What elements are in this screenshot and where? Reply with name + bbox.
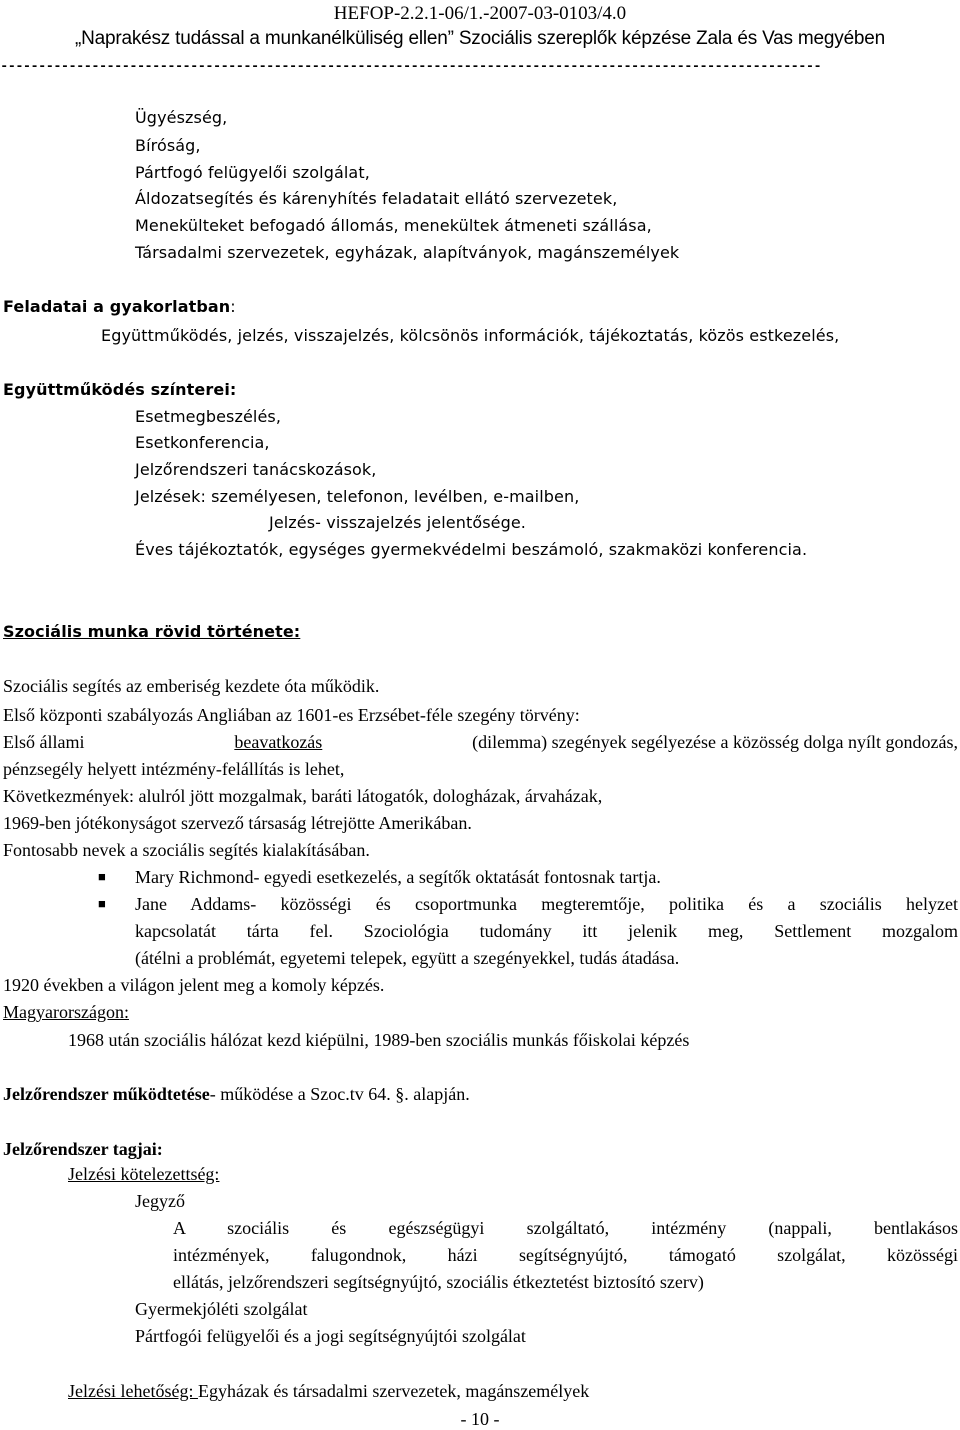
list-item: Pártfogó felügyelői szolgálat, — [135, 163, 370, 182]
bullet-item-addams-line1: Jane Addams- közösségi és csoportmunka megteremtője, politika és a szociális helyzet — [135, 894, 958, 914]
tortenet-p4: Következmények: alulról jött mozgalmak, baráti látogatók, dologházak, árvaházak, — [3, 786, 603, 806]
list-item: Bíróság, — [135, 136, 201, 155]
tag-gyermekjoleti: Gyermekjóléti szolgálat — [135, 1299, 308, 1319]
list-item-sub: Jelzés- visszajelzés jelentősége. — [269, 513, 526, 532]
tag-szolgaltato-line3: ellátás, jelzőrendszeri segítségnyújtó, szociális étkeztetést biztosító szerv) — [173, 1272, 704, 1292]
header-project-code: HEFOP-2.2.1-06/1.-2007-03-0103/4.0 — [333, 3, 627, 24]
tag-partfogoi: Pártfogói felügyelői és a jogi segítségnyújtói szolgálat — [135, 1326, 526, 1346]
tortenet-p3: Első állami beavatkozás (dilemma) szegények segélyezése a közösség dolga nyílt gondozás, — [3, 732, 958, 752]
tag-szolgaltato-line2: intézmények, falugondnok, házi segítségnyújtó, támogató szolgálat, közösségi — [173, 1245, 958, 1265]
tagjai-heading: Jelzőrendszer tagjai: — [3, 1139, 163, 1159]
tag-jegyzo: Jegyző — [135, 1191, 185, 1211]
bullet-item-addams-line3: (átélni a problémát, egyetemi telepek, együtt a szegényekkel, tudás átadása. — [135, 948, 680, 968]
magyarorszag-text: 1968 után szociális hálózat kezd kiépülni, 1989-ben szociális munkás főiskolai képzés — [68, 1030, 690, 1050]
list-item: Áldozatsegítés és kárenyhítés feladatait ellátó szervezetek, — [135, 189, 618, 208]
lehetoseg-line: Jelzési lehetőség: Egyházak és társadalmi szervezetek, magánszemélyek — [68, 1381, 590, 1401]
bullet-square-icon: ■ — [98, 869, 106, 884]
list-item: Társadalmi szervezetek, egyházak, alapítványok, magánszemélyek — [135, 243, 680, 262]
tag-szolgaltato-line1: A szociális és egészségügyi szolgáltató, intézmény (nappali, bentlakásos — [173, 1218, 958, 1238]
tortenet-p7: 1920 években a világon jelent meg a komoly képzés. — [3, 975, 385, 995]
szinterei-heading: Együttműködés színterei: — [3, 380, 237, 399]
list-item: Éves tájékoztatók, egységes gyermekvédelmi beszámoló, szakmaközi konferencia. — [135, 540, 808, 559]
list-item: Jelzések: személyesen, telefonon, levélben, e-mailben, — [135, 487, 580, 506]
tortenet-heading: Szociális munka rövid története: — [3, 622, 301, 641]
bullet-item-richmond: Mary Richmond- egyedi esetkezelés, a segítők oktatását fontosnak tartja. — [135, 867, 661, 887]
bullet-item-addams-line2: kapcsolatát tárta fel. Szociológia tudomány itt jelenik meg, Settlement mozgalom — [135, 921, 958, 941]
feladatai-text: Együttműködés, jelzés, visszajelzés, kölcsönös információk, tájékoztatás, közös estkezelés, — [101, 326, 840, 345]
list-item: Ügyészség, — [135, 108, 228, 127]
mukodtetes-line: Jelzőrendszer működtetése- működése a Szoc.tv 64. §. alapján. — [3, 1084, 470, 1104]
tortenet-p3c: pénzsegély helyett intézmény-felállítás is lehet, — [3, 759, 345, 779]
tortenet-p6: Fontosabb nevek a szociális segítés kialakításában. — [3, 840, 370, 860]
list-item: Esetkonferencia, — [135, 433, 270, 452]
list-item: Esetmegbeszélés, — [135, 407, 282, 426]
kotelezettseg-label: Jelzési kötelezettség: — [68, 1164, 220, 1184]
magyarorszag-label: Magyarországon: — [3, 1002, 129, 1022]
list-item: Jelzőrendszeri tanácskozások, — [135, 460, 377, 479]
header-project-title: „Naprakész tudással a munkanélküliség ellen” Szociális szereplők képzése Zala és Vas megyében — [74, 28, 886, 49]
header-separator: ------------------------------------------------------------------------------------------------------------ — [0, 60, 821, 74]
bullet-square-icon: ■ — [98, 896, 106, 911]
tortenet-p2: Első központi szabályozás Angliában az 1601-es Erzsébet-féle szegény törvény: — [3, 705, 580, 725]
tortenet-p1: Szociális segítés az emberiség kezdete óta működik. — [3, 676, 380, 696]
page-number: - 10 - — [460, 1409, 500, 1429]
list-item: Menekülteket befogadó állomás, menekültek átmeneti szállása, — [135, 216, 652, 235]
tortenet-p5: 1969-ben jótékonyságot szervező társaság létrejötte Amerikában. — [3, 813, 472, 833]
feladatai-heading: Feladatai a gyakorlatban: — [3, 297, 236, 316]
